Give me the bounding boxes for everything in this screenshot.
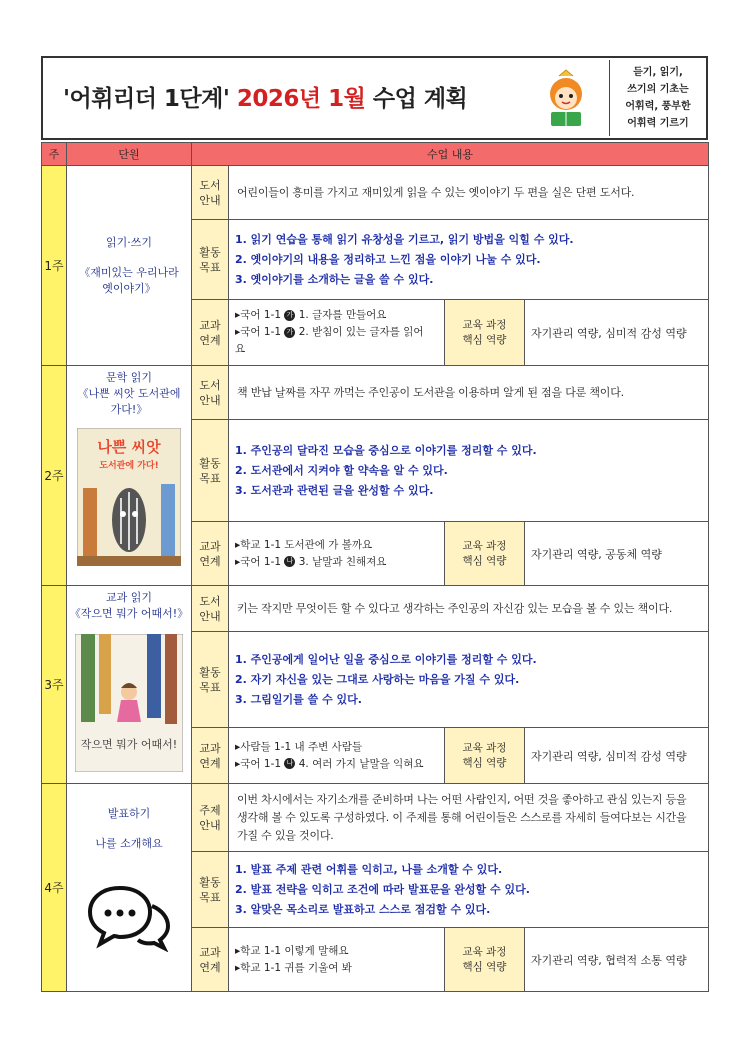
link-text: 2. 받침이 있는 글자를 읽어 bbox=[295, 326, 424, 338]
unit-cell bbox=[67, 366, 192, 586]
label-line: 핵심 역량 bbox=[462, 756, 507, 769]
goal-item: 2. 도서관에서 지켜야 할 약속을 알 수 있다. bbox=[235, 463, 448, 477]
label-line: 활동 bbox=[199, 665, 221, 679]
core-competency: 자기관리 역량, 공동체 역량 bbox=[525, 522, 709, 586]
week-cell: 1주 bbox=[42, 166, 67, 366]
title-text: '어휘리더 1단계' bbox=[63, 86, 237, 112]
unit-line: 《작으면 뭐가 어때서!》 bbox=[69, 607, 189, 620]
unit-line: 읽기·쓰기 bbox=[105, 235, 152, 249]
link-text: 3. 낱말과 친해져요 bbox=[295, 555, 387, 568]
motto-line: 듣기, 읽기, bbox=[633, 67, 683, 78]
week-cell: 4주 bbox=[42, 784, 67, 992]
unit-cell bbox=[67, 166, 192, 366]
link-text: ▸국어 1-1 bbox=[235, 309, 285, 321]
plan-header bbox=[41, 56, 708, 140]
label-line: 활동 bbox=[199, 456, 221, 470]
core-competency: 자기관리 역량, 심미적 감성 역량 bbox=[525, 728, 709, 784]
label-line: 핵심 역량 bbox=[462, 554, 507, 567]
link-item bbox=[235, 739, 438, 756]
label-line: 핵심 역량 bbox=[462, 333, 507, 346]
motto-line: 어휘력 기르기 bbox=[627, 118, 689, 129]
mascot-reading-icon bbox=[541, 68, 591, 132]
link-item bbox=[235, 537, 438, 554]
motto-box bbox=[609, 60, 706, 136]
label-line: 교과 bbox=[199, 945, 221, 959]
table-row bbox=[42, 586, 709, 632]
label-line: 안내 bbox=[199, 609, 221, 623]
link-text: ▸국어 1-1 bbox=[235, 757, 285, 770]
link-text: ▸학교 1-1 이렇게 말해요 bbox=[235, 944, 349, 957]
week-cell: 3주 bbox=[42, 586, 67, 784]
label-line: 안내 bbox=[199, 818, 221, 832]
unit-line: 나를 소개해요 bbox=[95, 837, 163, 850]
label-line: 교과 bbox=[199, 741, 221, 755]
label-line: 목표 bbox=[199, 680, 221, 694]
unit-cell bbox=[67, 586, 192, 784]
link-item bbox=[235, 307, 438, 324]
link-label bbox=[192, 728, 229, 784]
link-text: ▸학교 1-1 귀를 기울여 봐 bbox=[235, 961, 352, 974]
goal-item: 1. 읽기 연습을 통해 읽기 유창성을 기르고, 읽기 방법을 익힐 수 있다. bbox=[235, 232, 574, 246]
label-line: 연계 bbox=[199, 756, 221, 770]
link-text: 요 bbox=[235, 343, 246, 355]
label-line: 주제 bbox=[199, 803, 221, 817]
curriculum-links bbox=[229, 300, 445, 366]
speech-bubble-icon bbox=[86, 882, 172, 952]
link-label bbox=[192, 300, 229, 366]
label-line: 연계 bbox=[199, 554, 221, 568]
goal-item: 1. 발표 주제 관련 어휘를 익히고, 나를 소개할 수 있다. bbox=[235, 862, 503, 876]
goals-list bbox=[229, 420, 709, 522]
label-line: 교육 과정 bbox=[462, 741, 507, 754]
header-content: 수업 내용 bbox=[192, 143, 709, 166]
guide-label bbox=[192, 784, 229, 852]
label-line: 활동 bbox=[199, 875, 221, 889]
goal-item: 3. 옛이야기를 소개하는 글을 쓸 수 있다. bbox=[235, 272, 434, 286]
label-line: 교육 과정 bbox=[462, 945, 507, 958]
guide-label bbox=[192, 366, 229, 420]
label-line: 목표 bbox=[199, 471, 221, 485]
link-text: ▸학교 1-1 도서관에 가 볼까요 bbox=[235, 538, 373, 551]
link-text: 4. 여러 가지 낱말을 익혀요 bbox=[295, 757, 424, 770]
label-line: 도서 bbox=[199, 594, 221, 608]
link-item bbox=[235, 554, 438, 571]
unit-line: 발표하기 bbox=[107, 807, 151, 820]
label-line: 핵심 역량 bbox=[462, 960, 507, 973]
unit-line: 문학 읽기 bbox=[105, 371, 152, 384]
link-label bbox=[192, 522, 229, 586]
core-competency: 자기관리 역량, 협력적 소통 역량 bbox=[525, 928, 709, 992]
book-title: 나쁜 씨앗 bbox=[97, 438, 161, 456]
motto-line: 어휘력, 풍부한 bbox=[625, 101, 691, 112]
motto-line: 쓰기의 기초는 bbox=[627, 84, 689, 95]
table-row bbox=[42, 784, 709, 852]
curriculum-links bbox=[229, 522, 445, 586]
label-line: 안내 bbox=[199, 393, 221, 407]
guide-label bbox=[192, 166, 229, 220]
link-item bbox=[235, 943, 438, 960]
unit-line: 가다!》 bbox=[110, 403, 148, 416]
title-suffix: 수업 계획 bbox=[365, 86, 468, 112]
label-line: 도서 bbox=[199, 178, 221, 192]
guide-label bbox=[192, 586, 229, 632]
table-row bbox=[42, 366, 709, 420]
goal-item: 2. 발표 전략을 익히고 조건에 따라 발표문을 완성할 수 있다. bbox=[235, 882, 530, 896]
link-text: ▸국어 1-1 bbox=[235, 555, 285, 568]
link-text: ▸사람들 1-1 내 주변 사람들 bbox=[235, 740, 363, 753]
book-title: 작으면 뭐가 어때서! bbox=[80, 738, 178, 751]
label-line: 교육 과정 bbox=[462, 539, 507, 552]
core-label bbox=[445, 522, 525, 586]
guide-text: 책 반납 날짜를 자꾸 까먹는 주인공이 도서관을 이용하며 알게 된 점을 다룬 책이다. bbox=[229, 366, 709, 420]
label-line: 목표 bbox=[199, 890, 221, 904]
goal-item: 3. 도서관과 관련된 글을 완성할 수 있다. bbox=[235, 483, 434, 497]
goals-list bbox=[229, 220, 709, 300]
curriculum-links bbox=[229, 728, 445, 784]
label-line: 안내 bbox=[199, 193, 221, 207]
label-line: 목표 bbox=[199, 260, 221, 274]
goals-label bbox=[192, 420, 229, 522]
header-unit: 단원 bbox=[67, 143, 192, 166]
volume-badge: 가 bbox=[284, 310, 295, 321]
book-cover-small bbox=[75, 634, 183, 772]
goal-item: 3. 그림일기를 쓸 수 있다. bbox=[235, 692, 362, 706]
link-label bbox=[192, 928, 229, 992]
link-item bbox=[235, 341, 438, 358]
book-subtitle: 도서관에 가다! bbox=[99, 461, 159, 471]
core-label bbox=[445, 728, 525, 784]
label-line: 도서 bbox=[199, 378, 221, 392]
label-line: 연계 bbox=[199, 960, 221, 974]
link-text: ▸국어 1-1 bbox=[235, 326, 285, 338]
goals-label bbox=[192, 220, 229, 300]
goals-label bbox=[192, 852, 229, 928]
volume-badge: 나 bbox=[284, 556, 295, 567]
core-competency: 자기관리 역량, 심미적 감성 역량 bbox=[525, 300, 709, 366]
goal-item: 1. 주인공에게 일어난 일을 중심으로 이야기를 정리할 수 있다. bbox=[235, 652, 537, 666]
label-line: 교육 과정 bbox=[462, 318, 507, 331]
goals-list bbox=[229, 632, 709, 728]
goals-label bbox=[192, 632, 229, 728]
label-line: 활동 bbox=[199, 245, 221, 259]
link-text: 1. 글자를 만들어요 bbox=[295, 309, 387, 321]
header-week: 주 bbox=[42, 143, 67, 166]
page-title bbox=[63, 80, 467, 113]
goal-item: 2. 자기 자신을 있는 그대로 사랑하는 마음을 가질 수 있다. bbox=[235, 672, 520, 686]
unit-line: 교과 읽기 bbox=[105, 591, 152, 604]
unit-line bbox=[67, 822, 191, 836]
goals-list bbox=[229, 852, 709, 928]
core-label bbox=[445, 300, 525, 366]
label-line: 교과 bbox=[199, 539, 221, 553]
guide-text: 이번 차시에서는 자기소개를 준비하며 나는 어떤 사람인지, 어떤 것을 좋아하고 관심 있는지 등을 생각해 볼 수 있도록 구성하였다. 이 주제를 통해 어린이들은 스스로를 자세히 들여다보는 시간을 가질 수 있을 것이다. bbox=[229, 784, 709, 852]
table-header-row bbox=[42, 143, 709, 166]
lesson-plan-table bbox=[41, 142, 709, 992]
table-row bbox=[42, 166, 709, 220]
title-date: 2026년 1월 bbox=[236, 86, 366, 112]
volume-badge: 나 bbox=[284, 758, 295, 769]
volume-badge: 가 bbox=[284, 327, 295, 338]
goal-item: 1. 주인공의 달라진 모습을 중심으로 이야기를 정리할 수 있다. bbox=[235, 443, 537, 457]
link-item bbox=[235, 324, 438, 341]
unit-cell bbox=[67, 784, 192, 992]
unit-line bbox=[67, 251, 191, 265]
curriculum-links bbox=[229, 928, 445, 992]
label-line: 교과 bbox=[199, 318, 221, 332]
goal-item: 2. 옛이야기의 내용을 정리하고 느낀 점을 이야기 나눌 수 있다. bbox=[235, 252, 541, 266]
unit-line: 옛이야기》 bbox=[102, 281, 156, 295]
guide-text: 키는 작지만 무엇이든 할 수 있다고 생각하는 주인공의 자신감 있는 모습을 볼 수 있는 책이다. bbox=[229, 586, 709, 632]
guide-text: 어린이들이 흥미를 가지고 재미있게 읽을 수 있는 옛이야기 두 편을 실은 단편 도서다. bbox=[229, 166, 709, 220]
link-item bbox=[235, 756, 438, 773]
unit-line: 《나쁜 씨앗 도서관에 bbox=[77, 387, 181, 400]
unit-line: 《재미있는 우리나라 bbox=[79, 265, 179, 279]
core-label bbox=[445, 928, 525, 992]
book-cover-bad-seed bbox=[77, 428, 181, 566]
label-line: 연계 bbox=[199, 333, 221, 347]
goal-item: 3. 알맞은 목소리로 발표하고 스스로 점검할 수 있다. bbox=[235, 902, 491, 916]
week-cell: 2주 bbox=[42, 366, 67, 586]
link-item bbox=[235, 960, 438, 977]
